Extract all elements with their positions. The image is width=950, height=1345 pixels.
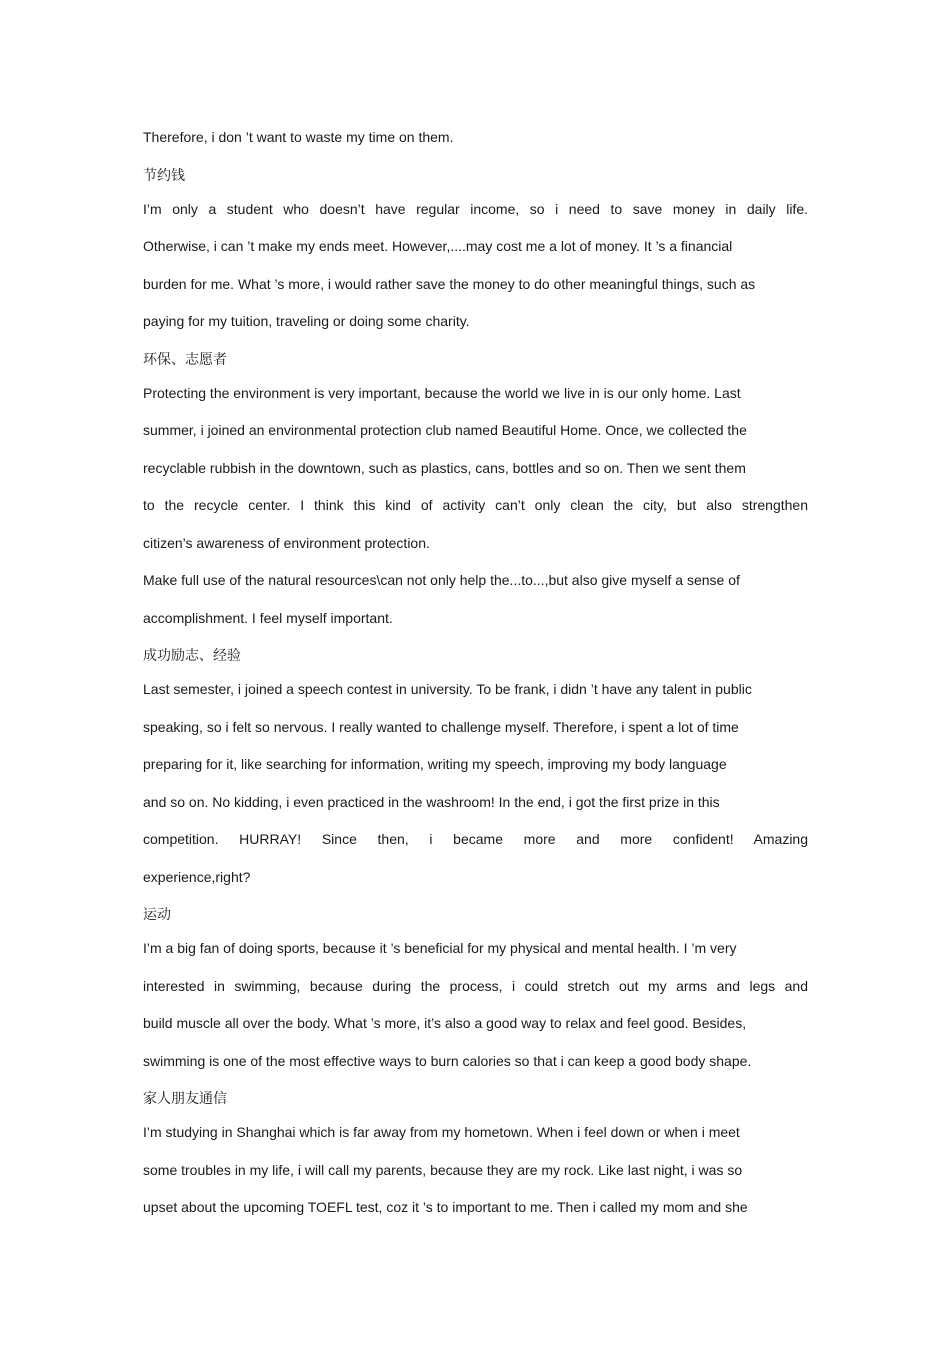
text-line: some troubles in my life, i will call my parents, because they are my rock. Like last night, i was so <box>143 1161 743 1178</box>
text-line: I’m only a student who doesn’t have regular income, so i need to save money in daily life. <box>143 200 808 217</box>
text-line: burden for me. What ’s more, i would rather save the money to do other meaningful things, such as <box>143 275 756 292</box>
section-heading-success: 成功励志、经验 <box>143 647 241 663</box>
text-line: speaking, so i felt so nervous. I really wanted to challenge myself. Therefore, i spent a lot of time <box>143 718 739 735</box>
text-line: I’m a big fan of doing sports, because it ’s beneficial for my physical and mental health. I ’m very <box>143 940 737 956</box>
text-line: Protecting the environment is very important, because the world we live in is our only home. Last <box>143 384 741 401</box>
text-line: I’m studying in Shanghai which is far away from my hometown. When i feel down or when i meet <box>143 1124 740 1140</box>
text-line: paying for my tuition, traveling or doing some charity. <box>143 313 470 329</box>
text-line: Make full use of the natural resources\can not only help the...to...,but also give myself a sense of <box>143 572 740 588</box>
section-heading-sports: 运动 <box>143 906 171 922</box>
text-line: Otherwise, i can ’t make my ends meet. However,....may cost me a lot of money. It ’s a financial <box>143 238 733 254</box>
text-line: recyclable rubbish in the downtown, such as plastics, cans, bottles and so on. Then we sent them <box>143 459 746 476</box>
text-line: accomplishment. I feel myself important. <box>143 609 393 626</box>
text-line: upset about the upcoming TOEFL test, coz it ’s to important to me. Then i called my mom and she <box>143 1199 748 1215</box>
text-line: preparing for it, like searching for information, writing my speech, improving my body language <box>143 756 727 772</box>
document-body <box>143 126 808 1234</box>
text-line: Last semester, i joined a speech contest in university. To be frank, i didn ’t have any talent in public <box>143 681 752 697</box>
text-line: and so on. No kidding, i even practiced in the washroom! In the end, i got the first prize in this <box>143 793 720 810</box>
text-line: interested in swimming, because during the process, i could stretch out my arms and legs and <box>143 977 808 994</box>
text-line: competition. HURRAY! Since then, i became more and more confident! Amazing <box>143 831 808 847</box>
section-heading-save-money: 节约钱 <box>143 166 185 183</box>
text-line: citizen’s awareness of environment protection. <box>143 534 430 551</box>
text-line: summer, i joined an environmental protection club named Beautiful Home. Once, we collected the <box>143 422 747 438</box>
text-line: to the recycle center. I think this kind of activity can’t only clean the city, but also strengthen <box>143 497 808 513</box>
text-line: build muscle all over the body. What ’s more, it’s also a good way to relax and feel good. Besides, <box>143 1015 747 1031</box>
text-line: experience,right? <box>143 868 251 885</box>
text-line: swimming is one of the most effective ways to burn calories so that i can keep a good body shape. <box>143 1052 752 1069</box>
section-heading-environment: 环保、志愿者 <box>143 350 227 367</box>
section-heading-family: 家人朋友通信 <box>143 1090 227 1106</box>
text-line: Therefore, i don ’t want to waste my time on them. <box>143 129 454 145</box>
